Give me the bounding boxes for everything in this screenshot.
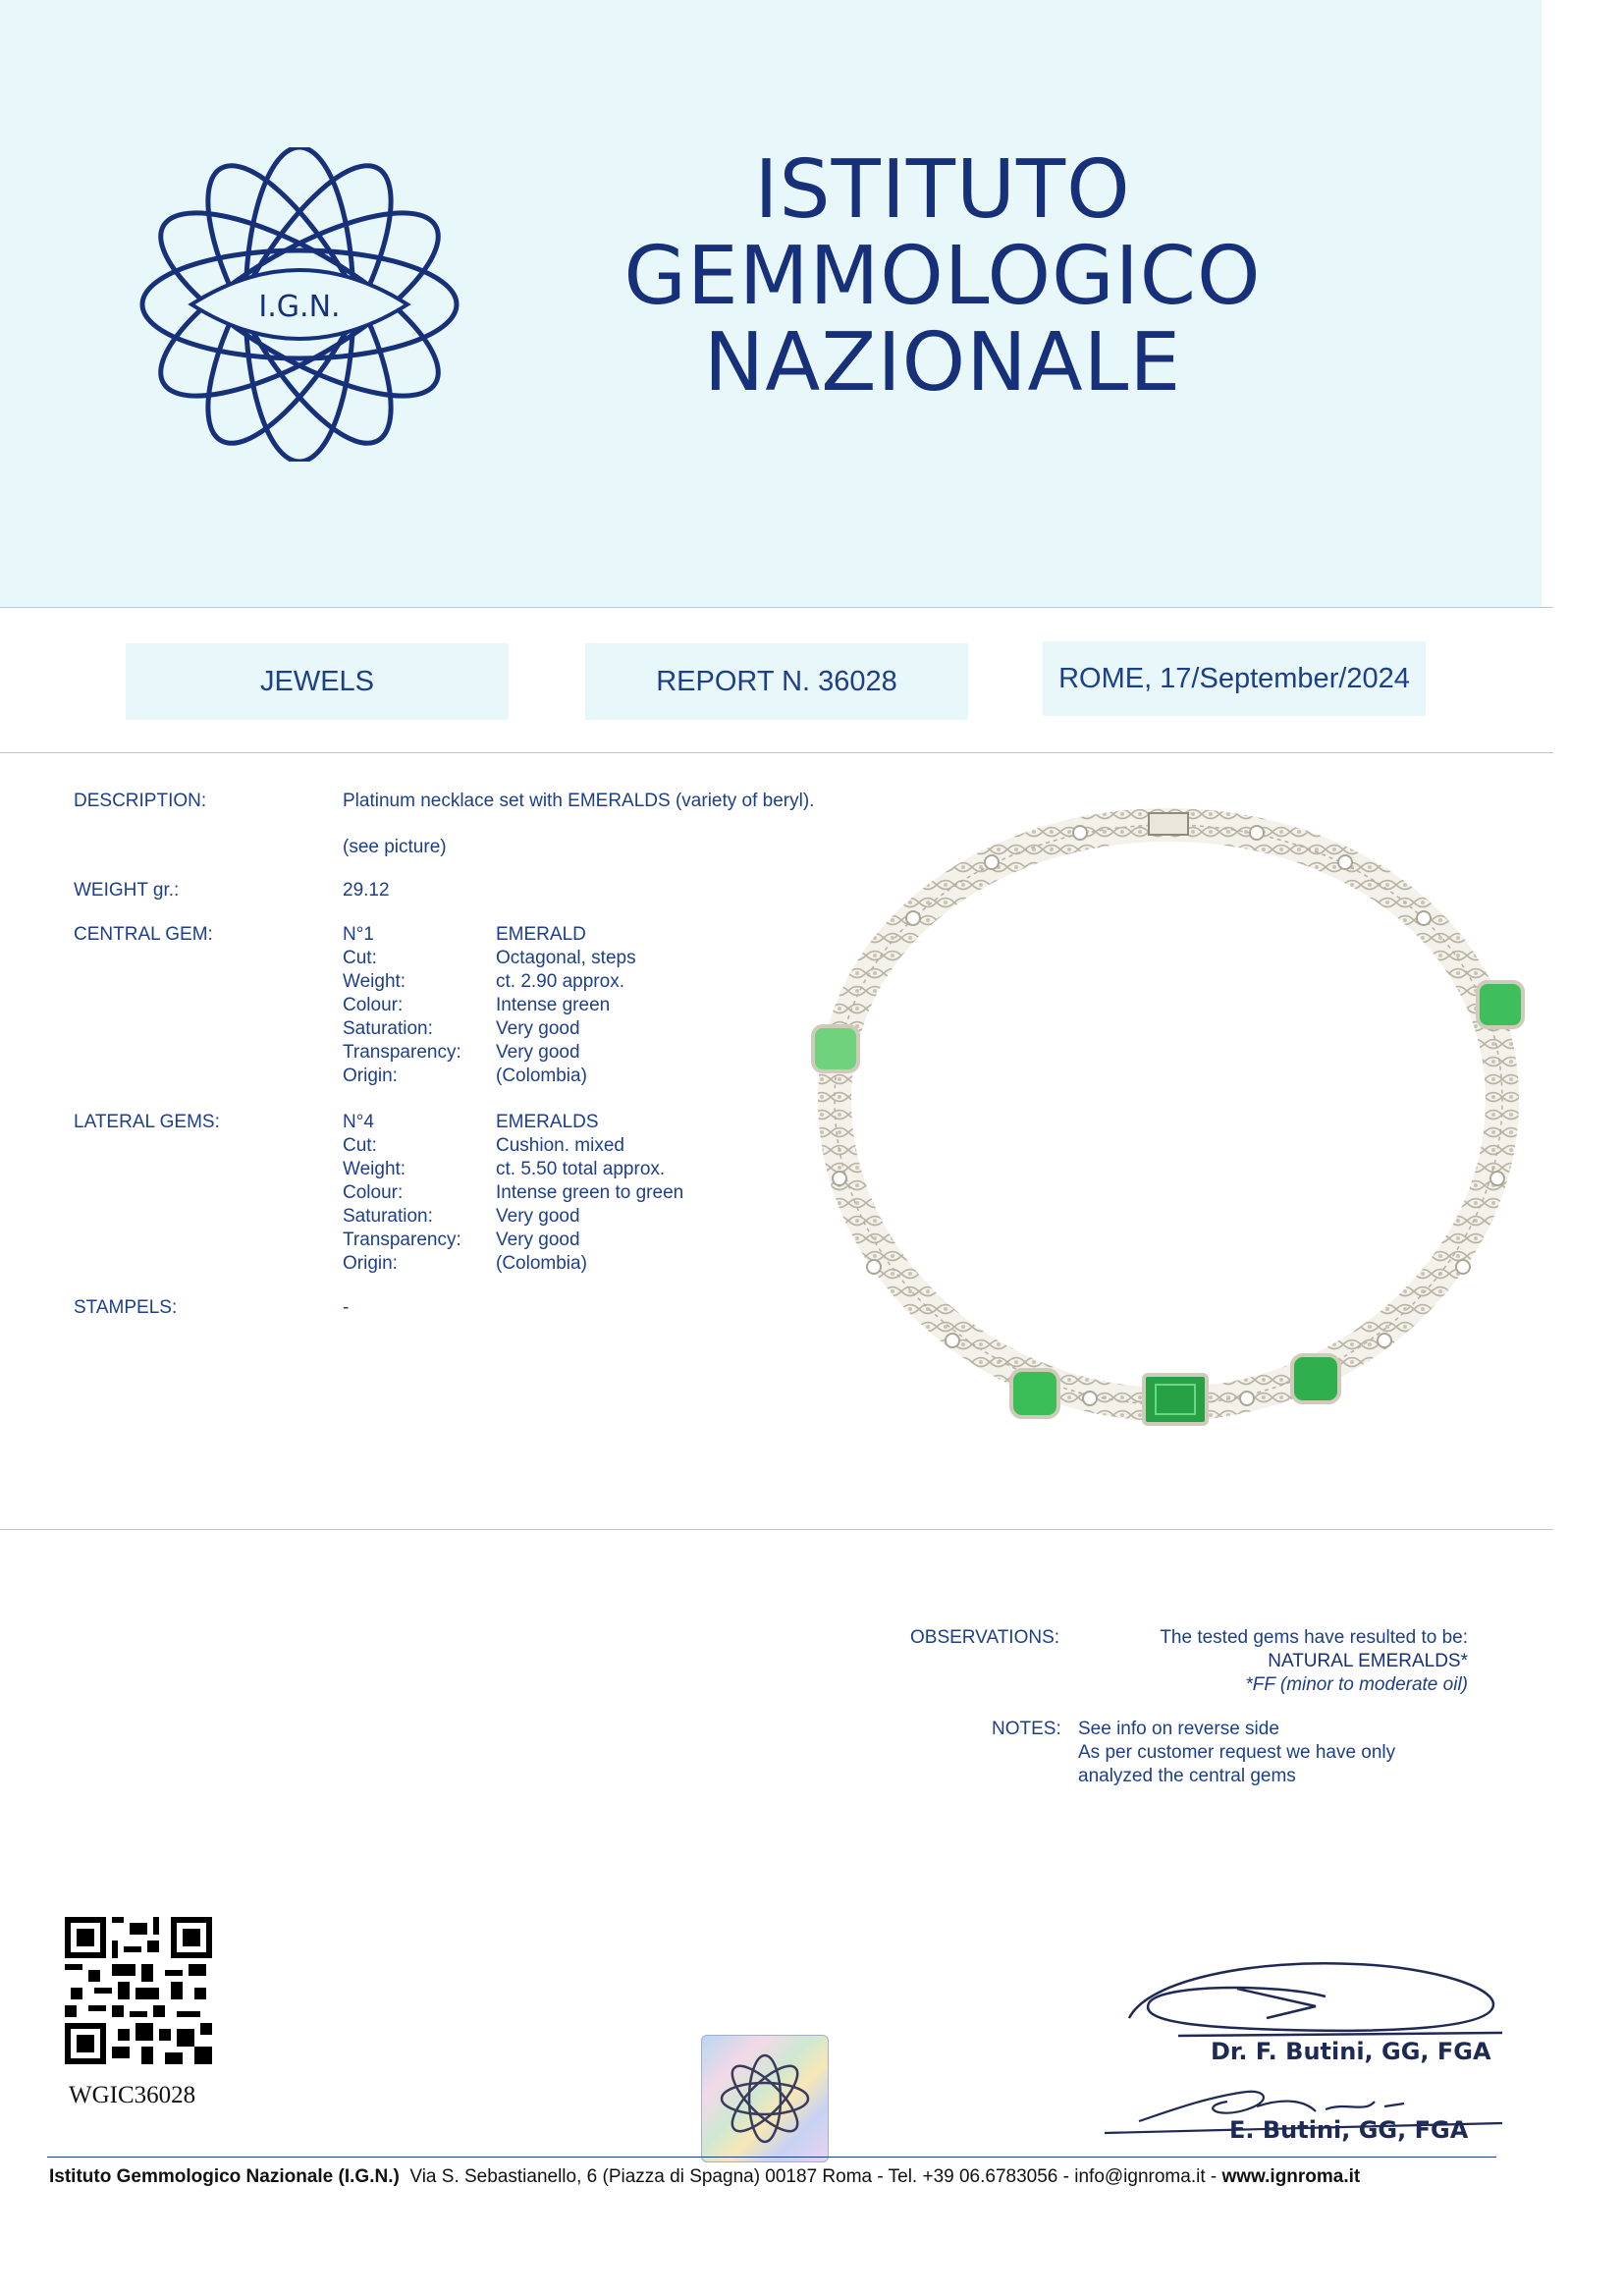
stampels-label: STAMPELS: [74, 1297, 178, 1318]
lateral-transparency-value: Very good [496, 1230, 580, 1250]
central-gem-name: EMERALD [496, 924, 586, 945]
central-cut-key: Cut: [343, 948, 377, 968]
central-saturation-key: Saturation: [343, 1018, 433, 1039]
institute-title [609, 143, 1276, 410]
notes-text [1078, 1718, 1395, 1788]
lateral-emerald-right-top [1478, 982, 1523, 1027]
hologram-emblem [702, 2036, 828, 2161]
lateral-origin-key: Origin: [343, 1253, 398, 1274]
central-transparency-value: Very good [496, 1042, 580, 1063]
notes-line-2: As per customer request we have only [1078, 1742, 1396, 1763]
weight-label: WEIGHT gr.: [74, 880, 180, 901]
central-cut-value: Octagonal, steps [496, 948, 636, 968]
report-number-tab: REPORT N. 36028 [585, 643, 968, 720]
clasp [1149, 813, 1188, 835]
description-label: DESCRIPTION: [74, 791, 207, 811]
notes-label: NOTES: [992, 1719, 1061, 1739]
ign-logo [118, 147, 481, 462]
lateral-weight-key: Weight: [343, 1159, 406, 1179]
signer-1-name: Dr. F. Butini, GG, FGA [1211, 2038, 1491, 2065]
central-colour-key: Colour: [343, 995, 404, 1015]
central-saturation-value: Very good [496, 1018, 580, 1039]
logo-text: I.G.N. [258, 290, 341, 324]
details-bottom-divider [0, 1529, 1553, 1530]
central-weight-value: ct. 2.90 approx. [496, 971, 624, 992]
central-gem-label: CENTRAL GEM: [74, 924, 213, 945]
title-line-3: NAZIONALE [703, 316, 1182, 410]
observations-footnote: *FF (minor to moderate oil) [1245, 1674, 1468, 1695]
lateral-cut-key: Cut: [343, 1135, 377, 1156]
central-gem-count: N°1 [343, 924, 374, 945]
lateral-emerald-right-bottom [1292, 1355, 1339, 1402]
details-top-divider [0, 752, 1553, 753]
header-divider [0, 607, 1553, 608]
description-value: Platinum necklace set with EMERALDS (variety of beryl). [343, 791, 815, 811]
lateral-saturation-key: Saturation: [343, 1206, 433, 1227]
lateral-transparency-key: Transparency: [343, 1230, 461, 1250]
central-colour-value: Intense green [496, 995, 611, 1015]
lateral-colour-key: Colour: [343, 1182, 404, 1203]
footer-divider [47, 2157, 1496, 2158]
notes-line-1: See info on reverse side [1078, 1719, 1279, 1739]
central-origin-value: (Colombia) [496, 1066, 587, 1086]
category-tab: JEWELS [126, 643, 509, 720]
lateral-gems-name: EMERALDS [496, 1112, 599, 1132]
lateral-weight-value: ct. 5.50 total approx. [496, 1159, 666, 1179]
notes-line-3: analyzed the central gems [1078, 1766, 1296, 1786]
lateral-gems-count: N°4 [343, 1112, 374, 1132]
description-note: (see picture) [343, 837, 447, 857]
qr-code [65, 1917, 212, 2064]
observations-result: NATURAL EMERALDS* [1268, 1651, 1468, 1671]
place-date-tab: ROME, 17/September/2024 [1043, 641, 1426, 716]
lateral-emerald-left-bottom [1011, 1370, 1058, 1417]
lateral-colour-value: Intense green to green [496, 1182, 684, 1203]
central-origin-key: Origin: [343, 1066, 398, 1086]
footer [49, 2166, 1502, 2188]
hologram-seal [701, 2035, 829, 2162]
lateral-emerald-left-top [813, 1026, 858, 1071]
lateral-saturation-value: Very good [496, 1206, 580, 1227]
title-line-1: ISTITUTO [754, 143, 1131, 237]
signature-1 [1119, 1949, 1512, 2043]
lateral-gems-label: LATERAL GEMS: [74, 1112, 220, 1132]
qr-code-label: WGIC36028 [69, 2082, 196, 2108]
title-line-2: GEMMOLOGICO [623, 230, 1262, 323]
weight-value: 29.12 [343, 880, 390, 901]
necklace-photo [795, 805, 1542, 1444]
signer-2-name: E. Butini, GG, FGA [1229, 2116, 1469, 2144]
stampels-value: - [343, 1297, 350, 1318]
footer-org: Istituto Gemmologico Nazionale (I.G.N.) [49, 2166, 400, 2187]
necklace-chain [835, 825, 1502, 1404]
observations-line-1: The tested gems have resulted to be: [1160, 1627, 1468, 1648]
central-weight-key: Weight: [343, 971, 406, 992]
emeralds [813, 982, 1523, 1424]
lateral-cut-value: Cushion. mixed [496, 1135, 624, 1156]
observations-label: OBSERVATIONS: [910, 1627, 1060, 1648]
central-transparency-key: Transparency: [343, 1042, 461, 1063]
central-emerald [1144, 1375, 1207, 1424]
footer-address: Via S. Sebastianello, 6 (Piazza di Spagna) 00187 Roma - Tel. +39 06.6783056 - info@ignroma.it - [409, 2166, 1218, 2187]
footer-website[interactable]: www.ignroma.it [1221, 2166, 1361, 2187]
observations-text [1070, 1626, 1468, 1697]
lateral-origin-value: (Colombia) [496, 1253, 587, 1274]
